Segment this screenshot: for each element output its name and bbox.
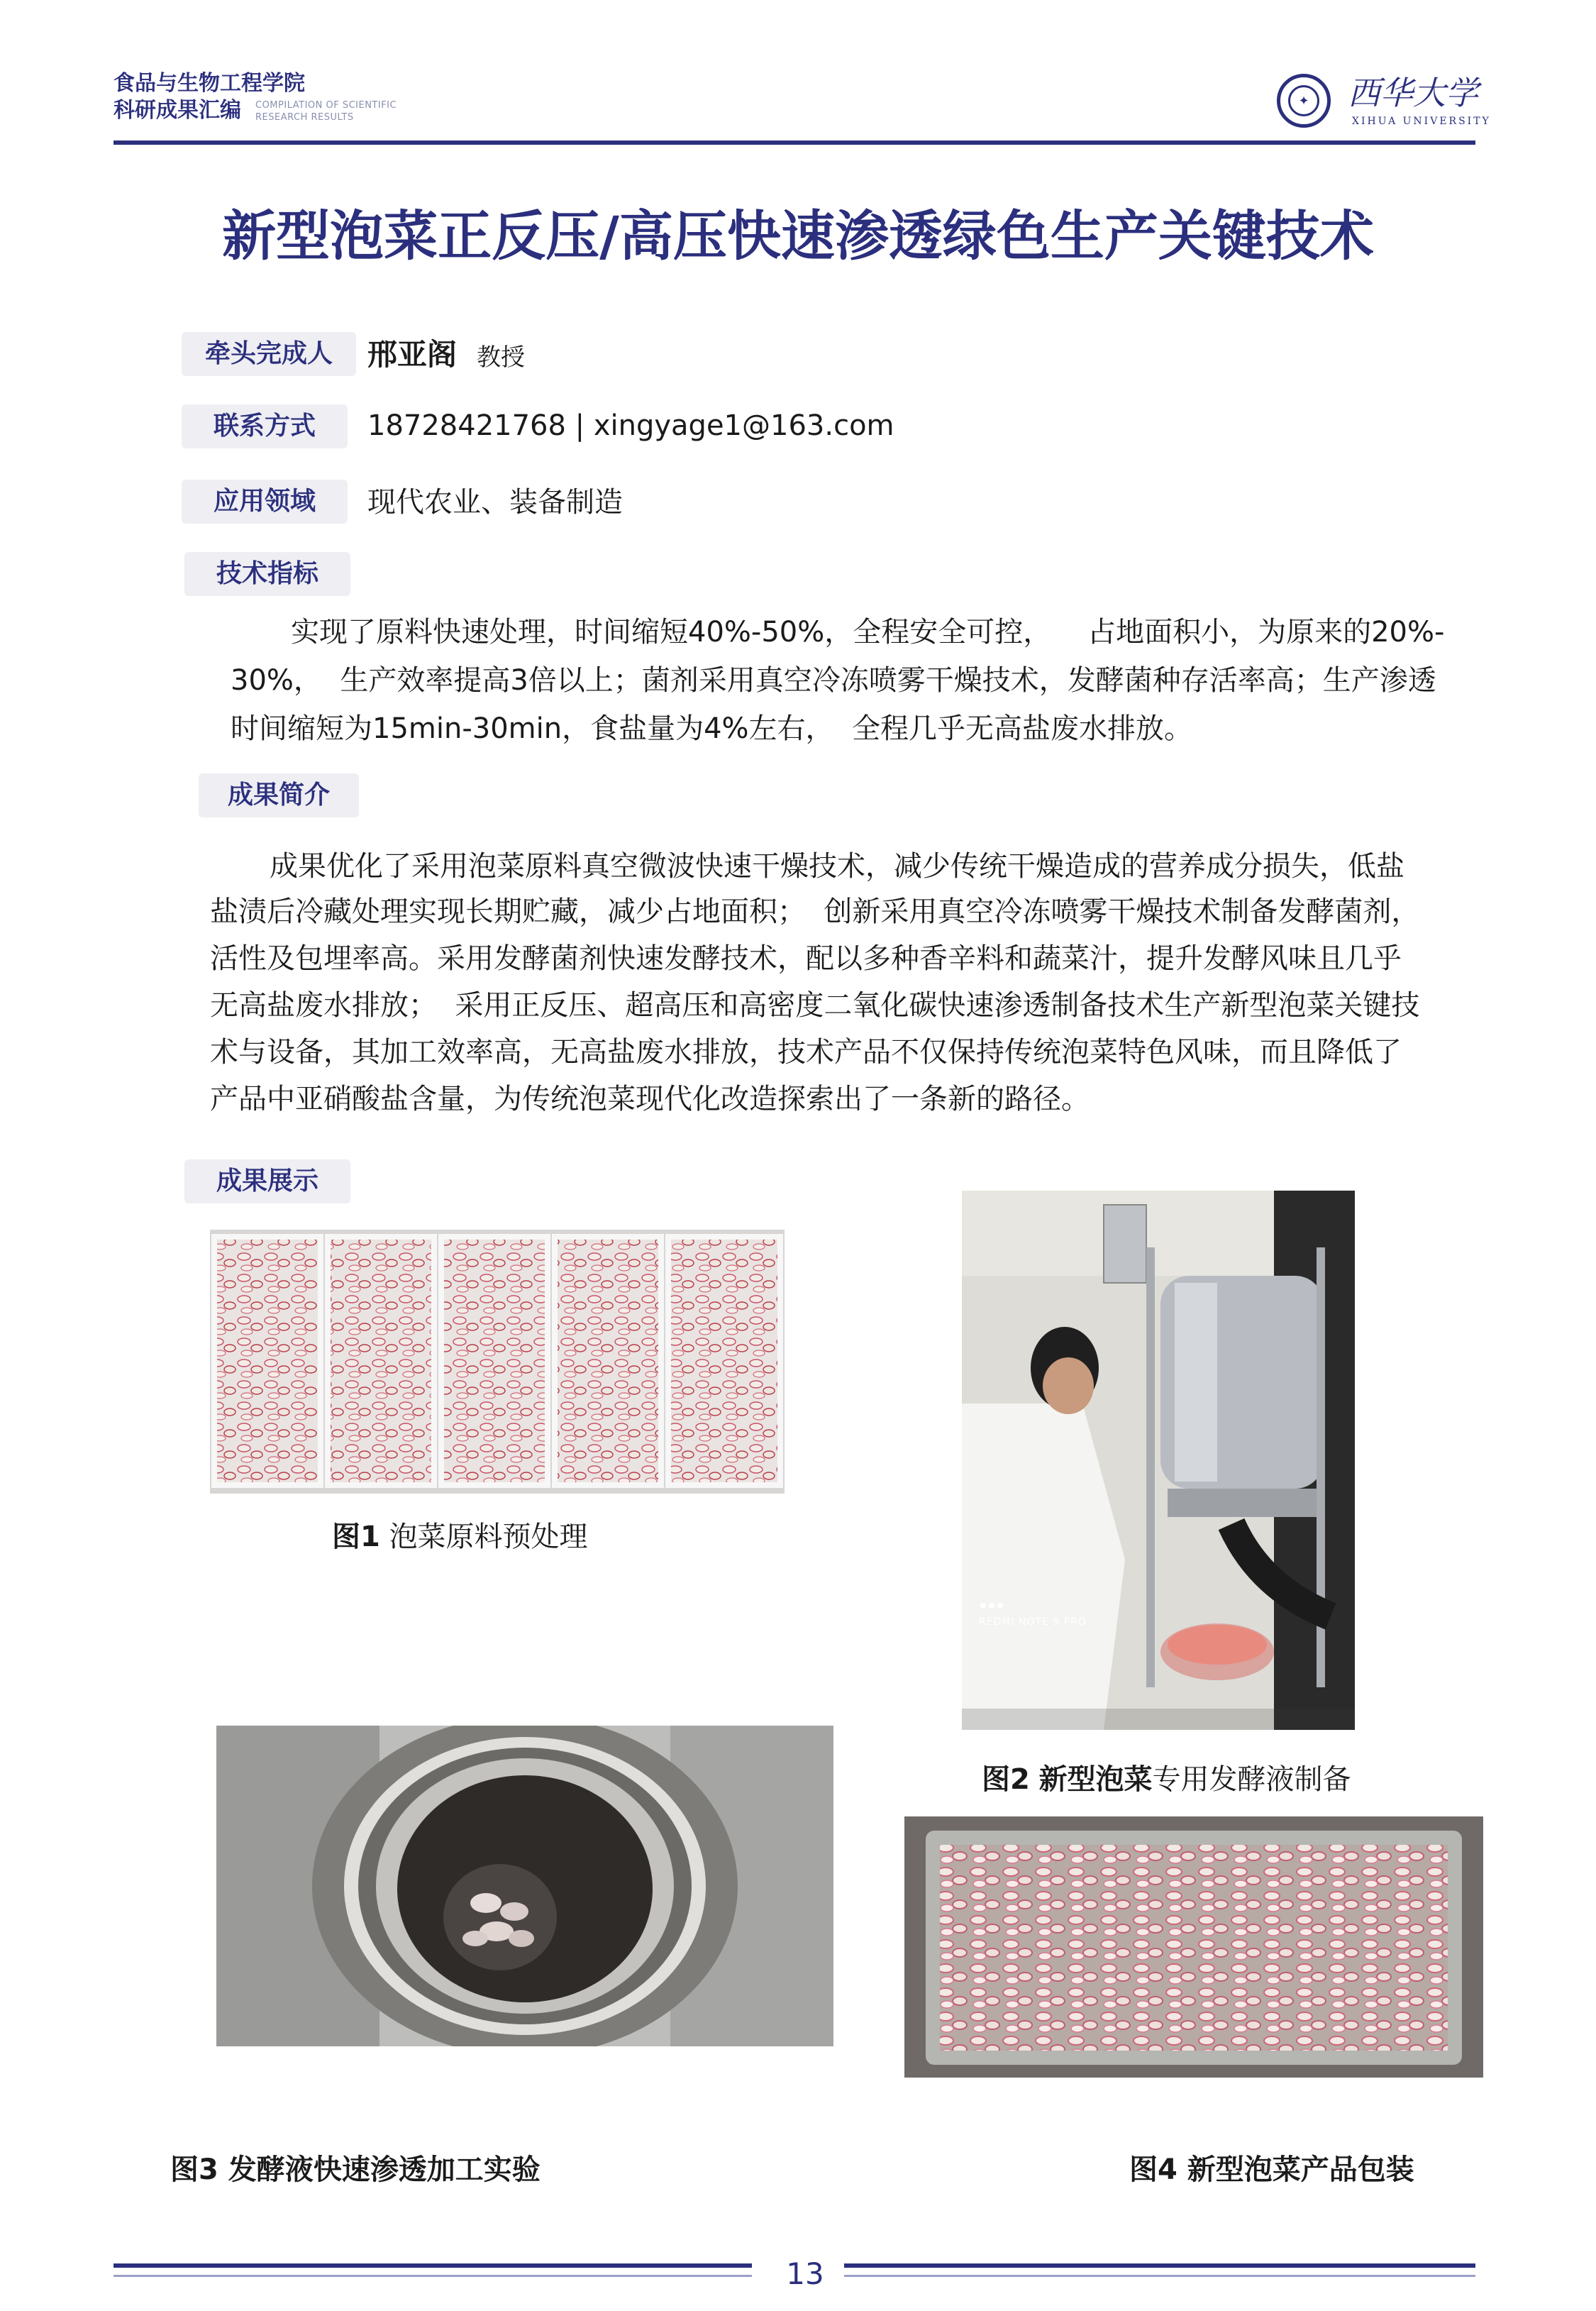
summary-line-1: 成果优化了采用泡菜原料真空微波快速干燥技术，减少传统干燥造成的营养成分损失，低盐 — [270, 850, 1404, 883]
compilation-english-1: COMPILATION OF SCIENTIFIC — [255, 100, 397, 111]
footer-rule-left — [113, 2263, 752, 2268]
figure-4-caption: 图4 新型泡菜产品包装 — [1129, 2153, 1414, 2186]
contact-value: 18728421768 | xingyage1@163.com — [367, 409, 894, 442]
display-label: 成果展示 — [184, 1159, 350, 1203]
field-label: 应用领域 — [182, 480, 348, 524]
figure-2-caption — [982, 1761, 1351, 1798]
lead-name: 邢亚阁 — [367, 337, 458, 372]
university-name: 西华大学 — [1348, 74, 1478, 112]
figure-1-photo — [210, 1230, 785, 1494]
figure-4-photo — [904, 1816, 1483, 2078]
indicators-line-2: 30%， 生产效率提高3倍以上；菌剂采用真空冷冻喷雾干燥技术，发酵菌种存活率高；生产渗透 — [231, 664, 1436, 697]
compilation-english-2: RESEARCH RESULTS — [255, 112, 354, 123]
footer-thin-left — [113, 2275, 752, 2277]
summary-line-4: 无高盐废水排放； 采用正反压、超高压和高密度二氧化碳快速渗透制备技术生产新型泡菜关键技 — [210, 989, 1420, 1022]
summary-label: 成果简介 — [199, 773, 359, 817]
college-name: 食品与生物工程学院 — [113, 71, 305, 96]
figure-2-number: 图2 — [982, 1763, 1030, 1796]
indicators-label: 技术指标 — [184, 552, 350, 596]
page-title: 新型泡菜正反压/高压快速渗透绿色生产关键技术 — [222, 204, 1374, 267]
summary-line-3: 活性及包埋率高。采用发酵菌剂快速发酵技术，配以多种香辛料和蔬菜汁，提升发酵风味且几乎 — [210, 942, 1402, 975]
compilation-title: 科研成果汇编 — [113, 98, 241, 123]
field-value: 现代农业、装备制造 — [367, 486, 623, 519]
summary-line-6: 产品中亚硝酸盐含量，为传统泡菜现代化改造探索出了一条新的路径。 — [210, 1083, 1090, 1115]
figure-1-text: 泡菜原料预处理 — [389, 1521, 588, 1553]
indicators-line-3: 时间缩短为15min-30min，食盐量为4%左右， 全程几乎无高盐废水排放。 — [231, 712, 1192, 745]
figure-2-photo — [962, 1191, 1355, 1730]
summary-line-2: 盐渍后冷藏处理实现长期贮藏，减少占地面积； 创新采用真空冷冻喷雾干燥技术制备发酵菌剂， — [210, 895, 1420, 928]
indicators-line-1: 实现了原料快速处理，时间缩短40%-50%，全程安全可控， 占地面积小，为原来的20%- — [291, 616, 1445, 649]
lead-label: 牵头完成人 — [182, 332, 356, 376]
lead-title: 教授 — [477, 343, 525, 372]
figure-2-watermark: REDMI NOTE 9 PRO — [979, 1616, 1087, 1628]
figure-2-bold-text: 新型泡菜 — [1038, 1763, 1153, 1796]
footer-thin-right — [844, 2275, 1475, 2277]
header-rule — [113, 140, 1475, 145]
footer-rule-right — [844, 2263, 1475, 2268]
figure-1-number: 图1 — [332, 1521, 380, 1553]
figure-1-caption — [332, 1518, 588, 1555]
page-number: 13 — [786, 2256, 824, 2291]
contact-label: 联系方式 — [182, 404, 348, 448]
university-seal-icon: ✦ — [1277, 74, 1331, 128]
university-english-name: XIHUA UNIVERSITY — [1352, 116, 1491, 127]
summary-line-5: 术与设备，其加工效率高，无高盐废水排放，技术产品不仅保持传统泡菜特色风味，而且降低了 — [210, 1036, 1402, 1069]
figure-3-caption: 图3 发酵液快速渗透加工实验 — [170, 2153, 541, 2186]
figure-3-photo — [216, 1726, 833, 2046]
figure-2-text: 专用发酵液制备 — [1152, 1763, 1351, 1796]
